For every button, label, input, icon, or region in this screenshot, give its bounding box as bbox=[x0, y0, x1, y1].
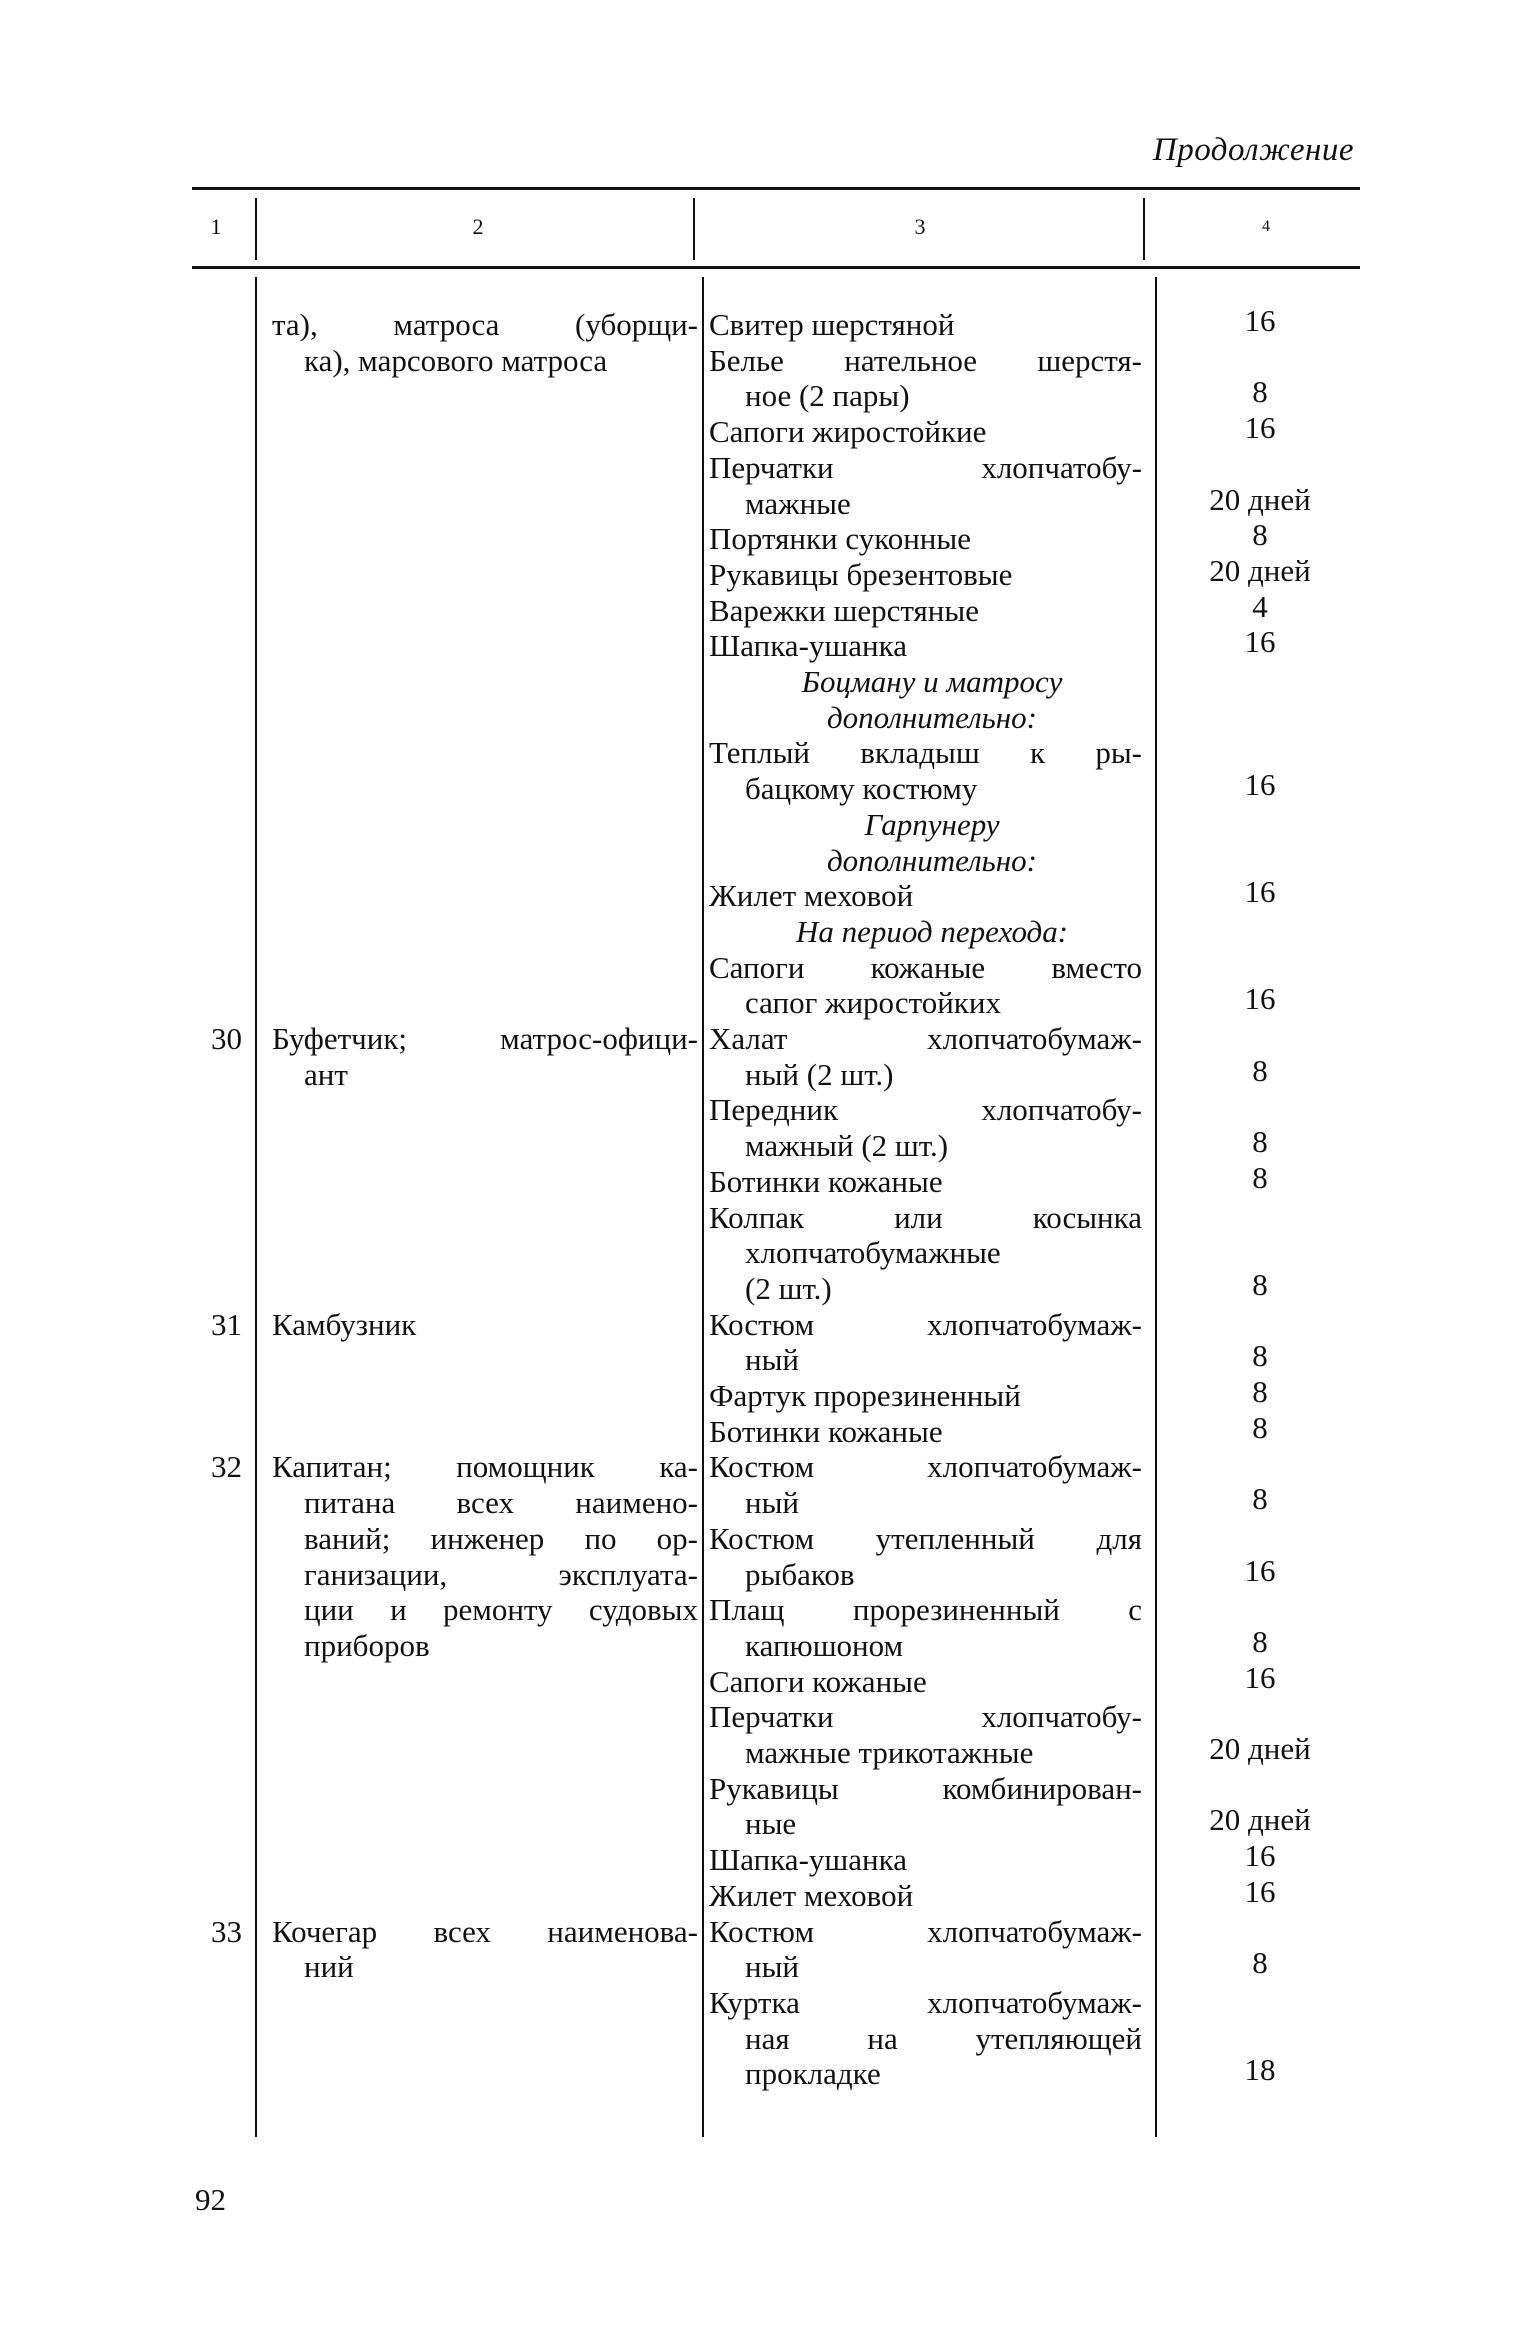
item-quantity: 8 bbox=[1252, 1266, 1268, 1302]
continuation-label: Продолжение bbox=[1152, 132, 1354, 168]
item-text-line: ный bbox=[745, 1949, 800, 1985]
item-text-line: рыбаков bbox=[745, 1556, 855, 1592]
item-text-line: Халат хлопчатобумаж- bbox=[709, 1021, 1142, 1056]
item-text-line: Перчатки хлопчатобу- bbox=[709, 1699, 1142, 1735]
item-text-line: Жилет меховой bbox=[709, 1877, 914, 1913]
item-quantity: 20 дней bbox=[1209, 552, 1311, 588]
item-quantity: 8 bbox=[1252, 517, 1268, 553]
item-text-line: Сапоги жиростойкие bbox=[709, 414, 987, 450]
item-quantity: 16 bbox=[1244, 767, 1276, 803]
item-quantity: 8 bbox=[1252, 1945, 1268, 1981]
body-divider bbox=[255, 277, 257, 2137]
header-divider bbox=[693, 198, 695, 260]
position-text-line: ции и ремонту судовых bbox=[304, 1592, 698, 1628]
position-text-line: ант bbox=[304, 1056, 348, 1092]
item-text-line: ные bbox=[745, 1806, 797, 1842]
item-text-line: ный bbox=[745, 1342, 800, 1378]
item-text-line: Теплый вкладыш к ры- bbox=[709, 735, 1142, 771]
item-quantity: 8 bbox=[1252, 1159, 1268, 1195]
column-header-2: 2 bbox=[472, 214, 484, 239]
page-number: 92 bbox=[195, 2182, 226, 2217]
item-quantity: 16 bbox=[1244, 624, 1276, 660]
item-text-line: Шапка-ушанка bbox=[709, 628, 907, 664]
item-text-line: Колпак или косынка bbox=[709, 1199, 1142, 1235]
position-text-line: Буфетчик; матрос-офици- bbox=[272, 1021, 698, 1056]
item-text-line: Плащ прорезиненный с bbox=[709, 1592, 1142, 1628]
item-text-line: Костюм хлопчатобумаж- bbox=[709, 1306, 1142, 1342]
table-top-rule bbox=[192, 187, 1360, 190]
body-divider bbox=[1155, 277, 1157, 2137]
item-text-line: Костюм хлопчатобумаж- bbox=[709, 1913, 1142, 1949]
item-quantity: 20 дней bbox=[1209, 1731, 1311, 1766]
item-text-line: бацкому костюму bbox=[745, 771, 978, 807]
item-text-line: Костюм утепленный для bbox=[709, 1520, 1142, 1556]
subheading: Гарпунеру bbox=[864, 806, 1000, 842]
item-quantity: 16 bbox=[1244, 981, 1276, 1017]
item-quantity: 16 bbox=[1244, 410, 1276, 446]
item-text-line: капюшоном bbox=[745, 1627, 904, 1663]
position-text-line: Капитан; помощник ка- bbox=[272, 1449, 698, 1485]
position-text-line: ваний; инженер по ор- bbox=[304, 1520, 698, 1556]
item-text-line: ный (2 шт.) bbox=[745, 1056, 894, 1092]
item-quantity: 16 bbox=[1244, 1838, 1276, 1874]
item-quantity: 20 дней bbox=[1209, 1802, 1311, 1838]
row-number: 31 bbox=[211, 1306, 242, 1342]
item-quantity: 16 bbox=[1244, 874, 1276, 910]
item-text-line: мажные bbox=[745, 485, 851, 521]
item-quantity: 4 bbox=[1252, 588, 1268, 624]
column-header-1: 1 bbox=[210, 214, 222, 239]
position-text-line: Камбузник bbox=[272, 1306, 417, 1342]
item-quantity: 16 bbox=[1244, 303, 1276, 338]
position-text-line: ка), марсового матроса bbox=[304, 342, 608, 378]
item-text-line: Свитер шерстяной bbox=[709, 307, 955, 342]
item-text-line: Рукавицы комбинирован- bbox=[709, 1770, 1142, 1806]
item-text-line: Ботинки кожаные bbox=[709, 1163, 943, 1199]
item-quantity: 8 bbox=[1252, 374, 1268, 410]
item-text-line: (2 шт.) bbox=[745, 1270, 832, 1306]
table-header-rule bbox=[192, 266, 1360, 269]
item-text-line: ное (2 пары) bbox=[745, 378, 910, 414]
item-text-line: Перчатки хлопчатобу- bbox=[709, 449, 1142, 485]
subheading: дополнительно: bbox=[826, 699, 1037, 735]
item-text-line: Сапоги кожаные bbox=[709, 1663, 927, 1699]
header-divider bbox=[255, 198, 257, 260]
item-text-line: ная на утепляющей bbox=[745, 2020, 1142, 2056]
item-quantity: 18 bbox=[1244, 2052, 1276, 2088]
item-text-line: Фартук прорезиненный bbox=[709, 1378, 1021, 1413]
position-text-line: ганизации, эксплуата- bbox=[304, 1556, 698, 1592]
item-quantity: 8 bbox=[1252, 1338, 1268, 1374]
subheading: Боцману и матросу bbox=[801, 664, 1063, 699]
row-number: 32 bbox=[211, 1449, 242, 1485]
item-quantity: 20 дней bbox=[1209, 481, 1311, 517]
item-quantity: 8 bbox=[1252, 1052, 1268, 1088]
item-quantity: 16 bbox=[1244, 1659, 1276, 1695]
item-text-line: прокладке bbox=[745, 2056, 881, 2092]
item-text-line: Жилет меховой bbox=[709, 878, 914, 914]
item-quantity: 16 bbox=[1244, 1873, 1276, 1909]
item-text-line: Портянки суконные bbox=[709, 521, 971, 557]
subheading: На период перехода: bbox=[795, 913, 1069, 949]
position-text-line: приборов bbox=[304, 1627, 430, 1663]
column-header-3: 3 bbox=[914, 214, 926, 239]
body-divider bbox=[702, 277, 704, 2137]
position-text-line: та), матроса (уборщи- bbox=[272, 307, 698, 342]
row-number: 30 bbox=[211, 1021, 242, 1056]
item-text-line: Куртка хлопчатобумаж- bbox=[709, 1984, 1142, 2020]
position-text-line: Кочегар всех наименова- bbox=[272, 1913, 698, 1949]
position-text-line: питана всех наимено- bbox=[304, 1485, 698, 1521]
item-text-line: Передник хлопчатобу- bbox=[709, 1092, 1142, 1128]
item-text-line: Сапоги кожаные вместо bbox=[709, 949, 1142, 985]
item-text-line: Рукавицы брезентовые bbox=[709, 556, 1013, 592]
item-text-line: Ботинки кожаные bbox=[709, 1413, 943, 1449]
position-text-line: ний bbox=[304, 1949, 354, 1985]
item-text-line: хлопчатобумажные bbox=[745, 1235, 1001, 1271]
row-number: 33 bbox=[211, 1913, 242, 1949]
item-quantity: 16 bbox=[1244, 1552, 1276, 1588]
subheading: дополнительно: bbox=[826, 842, 1037, 878]
item-text-line: Шапка-ушанка bbox=[709, 1842, 907, 1878]
item-text-line: сапог жиростойких bbox=[745, 985, 1001, 1021]
column-header-4: 4 bbox=[1262, 218, 1270, 235]
item-text-line: Костюм хлопчатобумаж- bbox=[709, 1449, 1142, 1485]
item-text-line: мажный (2 шт.) bbox=[745, 1128, 949, 1164]
item-text-line: ный bbox=[745, 1485, 800, 1521]
item-text-line: Варежки шерстяные bbox=[709, 592, 979, 628]
item-text-line: мажные трикотажные bbox=[745, 1735, 1034, 1770]
item-quantity: 8 bbox=[1252, 1409, 1268, 1445]
item-quantity: 8 bbox=[1252, 1623, 1268, 1659]
item-text-line: Белье нательное шерстя- bbox=[709, 342, 1142, 378]
header-divider bbox=[1143, 198, 1145, 260]
item-quantity: 8 bbox=[1252, 1481, 1268, 1517]
item-quantity: 8 bbox=[1252, 1124, 1268, 1160]
item-quantity: 8 bbox=[1252, 1374, 1268, 1409]
